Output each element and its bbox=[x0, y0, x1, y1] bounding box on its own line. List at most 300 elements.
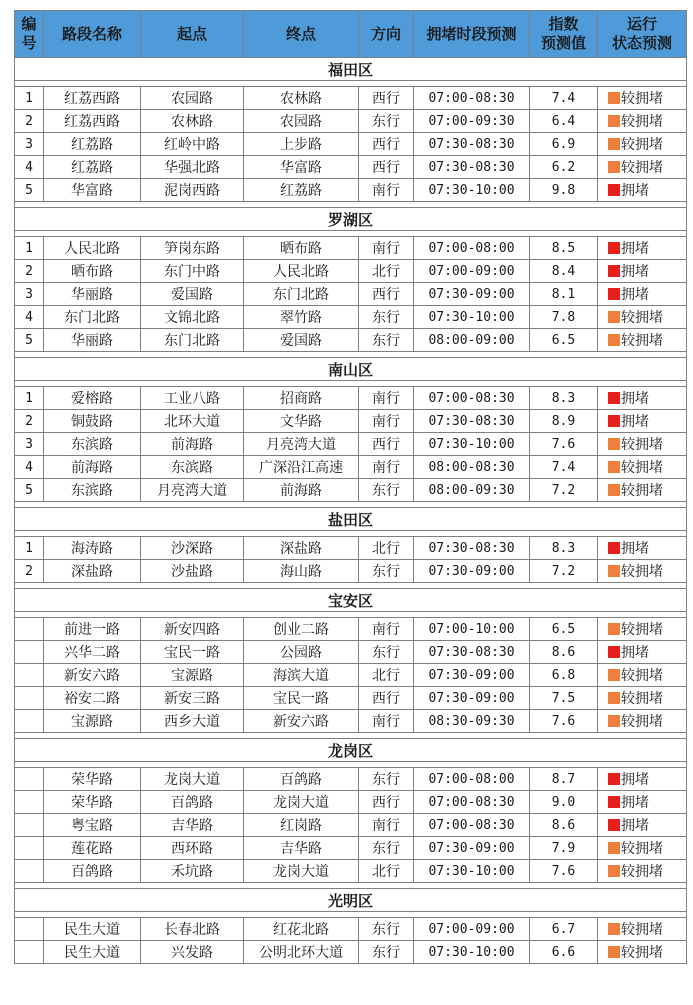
cell-direction: 东行 bbox=[359, 918, 414, 941]
status-label: 较拥堵 bbox=[621, 564, 663, 580]
cell-end: 吉华路 bbox=[244, 837, 359, 860]
cell-no: 3 bbox=[15, 133, 44, 156]
cell-period: 07:30-09:00 bbox=[414, 560, 530, 583]
table-row bbox=[15, 687, 687, 710]
cell-status bbox=[598, 329, 687, 352]
cell-road: 宝源路 bbox=[44, 710, 141, 733]
district-row bbox=[15, 358, 687, 381]
cell-direction: 南行 bbox=[359, 410, 414, 433]
table-row bbox=[15, 410, 687, 433]
cell-index: 7.6 bbox=[530, 710, 598, 733]
cell-road: 爱榕路 bbox=[44, 387, 141, 410]
cell-period: 07:30-09:00 bbox=[414, 664, 530, 687]
cell-start: 前海路 bbox=[141, 433, 244, 456]
cell-direction: 北行 bbox=[359, 860, 414, 883]
moderate-congestion-square-icon bbox=[608, 923, 620, 935]
header-index: 指数 预测值 bbox=[530, 11, 598, 58]
cell-period: 07:00-08:00 bbox=[414, 237, 530, 260]
cell-index: 6.9 bbox=[530, 133, 598, 156]
cell-index: 8.4 bbox=[530, 260, 598, 283]
cell-road: 海涛路 bbox=[44, 537, 141, 560]
cell-end: 海山路 bbox=[244, 560, 359, 583]
cell-index: 6.5 bbox=[530, 618, 598, 641]
cell-status bbox=[598, 860, 687, 883]
cell-index: 6.2 bbox=[530, 156, 598, 179]
moderate-congestion-square-icon bbox=[608, 138, 620, 150]
cell-no bbox=[15, 918, 44, 941]
cell-road: 新安六路 bbox=[44, 664, 141, 687]
cell-road: 红荔西路 bbox=[44, 110, 141, 133]
cell-start: 农园路 bbox=[141, 87, 244, 110]
cell-direction: 东行 bbox=[359, 641, 414, 664]
cell-status bbox=[598, 479, 687, 502]
district-row bbox=[15, 58, 687, 81]
cell-end: 宝民一路 bbox=[244, 687, 359, 710]
cell-index: 8.9 bbox=[530, 410, 598, 433]
cell-status bbox=[598, 918, 687, 941]
cell-index: 8.1 bbox=[530, 283, 598, 306]
cell-end: 龙岗大道 bbox=[244, 860, 359, 883]
cell-road: 铜鼓路 bbox=[44, 410, 141, 433]
cell-period: 07:00-08:30 bbox=[414, 814, 530, 837]
status-label: 拥堵 bbox=[621, 414, 649, 430]
cell-status bbox=[598, 87, 687, 110]
status-label: 较拥堵 bbox=[621, 333, 663, 349]
cell-no bbox=[15, 664, 44, 687]
cell-direction: 南行 bbox=[359, 387, 414, 410]
moderate-congestion-square-icon bbox=[608, 161, 620, 173]
status-label: 拥堵 bbox=[621, 183, 649, 199]
cell-direction: 南行 bbox=[359, 710, 414, 733]
cell-no bbox=[15, 710, 44, 733]
status-label: 较拥堵 bbox=[621, 137, 663, 153]
district-row bbox=[15, 889, 687, 912]
cell-road: 华富路 bbox=[44, 179, 141, 202]
cell-end: 海滨大道 bbox=[244, 664, 359, 687]
status-label: 较拥堵 bbox=[621, 460, 663, 476]
table-row bbox=[15, 156, 687, 179]
cell-period: 07:30-09:00 bbox=[414, 283, 530, 306]
status-label: 较拥堵 bbox=[621, 310, 663, 326]
cell-no: 1 bbox=[15, 87, 44, 110]
cell-index: 6.8 bbox=[530, 664, 598, 687]
cell-direction: 东行 bbox=[359, 560, 414, 583]
cell-end: 红花北路 bbox=[244, 918, 359, 941]
cell-period: 07:00-08:00 bbox=[414, 768, 530, 791]
district-name: 罗湖区 bbox=[15, 208, 687, 231]
cell-start: 爱国路 bbox=[141, 283, 244, 306]
cell-no: 5 bbox=[15, 329, 44, 352]
cell-start: 华强北路 bbox=[141, 156, 244, 179]
cell-start: 新安四路 bbox=[141, 618, 244, 641]
cell-no: 5 bbox=[15, 479, 44, 502]
status-label: 较拥堵 bbox=[621, 668, 663, 684]
cell-status bbox=[598, 768, 687, 791]
cell-no: 2 bbox=[15, 110, 44, 133]
cell-start: 北环大道 bbox=[141, 410, 244, 433]
cell-road: 民生大道 bbox=[44, 941, 141, 964]
status-label: 拥堵 bbox=[621, 795, 649, 811]
cell-index: 9.0 bbox=[530, 791, 598, 814]
heavy-congestion-square-icon bbox=[608, 542, 620, 554]
status-label: 较拥堵 bbox=[621, 691, 663, 707]
cell-start: 工业八路 bbox=[141, 387, 244, 410]
cell-road: 晒布路 bbox=[44, 260, 141, 283]
cell-period: 07:30-09:00 bbox=[414, 837, 530, 860]
cell-end: 翠竹路 bbox=[244, 306, 359, 329]
cell-index: 6.6 bbox=[530, 941, 598, 964]
cell-direction: 东行 bbox=[359, 941, 414, 964]
cell-status bbox=[598, 237, 687, 260]
cell-direction: 西行 bbox=[359, 87, 414, 110]
cell-period: 07:30-10:00 bbox=[414, 941, 530, 964]
cell-index: 8.3 bbox=[530, 387, 598, 410]
cell-period: 07:30-10:00 bbox=[414, 433, 530, 456]
cell-end: 月亮湾大道 bbox=[244, 433, 359, 456]
district-row bbox=[15, 508, 687, 531]
cell-period: 08:30-09:30 bbox=[414, 710, 530, 733]
table-row bbox=[15, 618, 687, 641]
cell-period: 07:30-10:00 bbox=[414, 306, 530, 329]
cell-no: 2 bbox=[15, 260, 44, 283]
cell-direction: 东行 bbox=[359, 837, 414, 860]
table-row bbox=[15, 537, 687, 560]
header-no: 编 号 bbox=[15, 11, 44, 58]
table-row bbox=[15, 918, 687, 941]
cell-road: 红荔西路 bbox=[44, 87, 141, 110]
cell-no bbox=[15, 860, 44, 883]
cell-no bbox=[15, 618, 44, 641]
table-row bbox=[15, 837, 687, 860]
cell-status bbox=[598, 641, 687, 664]
header-direction: 方向 bbox=[359, 11, 414, 58]
moderate-congestion-square-icon bbox=[608, 484, 620, 496]
cell-road: 人民北路 bbox=[44, 237, 141, 260]
cell-road: 红荔路 bbox=[44, 133, 141, 156]
cell-no: 2 bbox=[15, 410, 44, 433]
cell-road: 民生大道 bbox=[44, 918, 141, 941]
moderate-congestion-square-icon bbox=[608, 334, 620, 346]
moderate-congestion-square-icon bbox=[608, 669, 620, 681]
cell-period: 07:00-10:00 bbox=[414, 618, 530, 641]
moderate-congestion-square-icon bbox=[608, 842, 620, 854]
moderate-congestion-square-icon bbox=[608, 438, 620, 450]
cell-start: 百鸽路 bbox=[141, 791, 244, 814]
cell-road: 华丽路 bbox=[44, 283, 141, 306]
cell-start: 沙深路 bbox=[141, 537, 244, 560]
cell-road: 前海路 bbox=[44, 456, 141, 479]
cell-end: 龙岗大道 bbox=[244, 791, 359, 814]
cell-direction: 北行 bbox=[359, 664, 414, 687]
header-period: 拥堵时段预测 bbox=[414, 11, 530, 58]
status-label: 拥堵 bbox=[621, 241, 649, 257]
header-start: 起点 bbox=[141, 11, 244, 58]
table-row bbox=[15, 110, 687, 133]
moderate-congestion-square-icon bbox=[608, 565, 620, 577]
cell-direction: 东行 bbox=[359, 110, 414, 133]
table-row bbox=[15, 179, 687, 202]
status-label: 较拥堵 bbox=[621, 945, 663, 961]
cell-road: 粤宝路 bbox=[44, 814, 141, 837]
status-label: 拥堵 bbox=[621, 264, 649, 280]
status-label: 拥堵 bbox=[621, 391, 649, 407]
cell-index: 6.7 bbox=[530, 918, 598, 941]
cell-end: 创业二路 bbox=[244, 618, 359, 641]
cell-start: 泥岗西路 bbox=[141, 179, 244, 202]
cell-start: 长春北路 bbox=[141, 918, 244, 941]
cell-status bbox=[598, 306, 687, 329]
cell-status bbox=[598, 387, 687, 410]
cell-status bbox=[598, 133, 687, 156]
table-row bbox=[15, 860, 687, 883]
cell-status bbox=[598, 179, 687, 202]
cell-status bbox=[598, 941, 687, 964]
cell-period: 07:00-08:30 bbox=[414, 791, 530, 814]
cell-start: 沙盐路 bbox=[141, 560, 244, 583]
moderate-congestion-square-icon bbox=[608, 692, 620, 704]
cell-direction: 南行 bbox=[359, 618, 414, 641]
heavy-congestion-square-icon bbox=[608, 392, 620, 404]
district-name: 福田区 bbox=[15, 58, 687, 81]
cell-road: 裕安二路 bbox=[44, 687, 141, 710]
moderate-congestion-square-icon bbox=[608, 946, 620, 958]
cell-start: 文锦北路 bbox=[141, 306, 244, 329]
moderate-congestion-square-icon bbox=[608, 623, 620, 635]
cell-index: 7.9 bbox=[530, 837, 598, 860]
table-body bbox=[15, 58, 687, 964]
cell-status bbox=[598, 156, 687, 179]
table-row bbox=[15, 479, 687, 502]
cell-no: 4 bbox=[15, 456, 44, 479]
status-label: 拥堵 bbox=[621, 287, 649, 303]
cell-period: 07:00-09:30 bbox=[414, 110, 530, 133]
table-row bbox=[15, 814, 687, 837]
cell-status bbox=[598, 791, 687, 814]
table-row bbox=[15, 260, 687, 283]
table-row bbox=[15, 768, 687, 791]
cell-end: 公明北环大道 bbox=[244, 941, 359, 964]
table-row bbox=[15, 329, 687, 352]
status-label: 较拥堵 bbox=[621, 864, 663, 880]
cell-direction: 西行 bbox=[359, 791, 414, 814]
cell-road: 兴华二路 bbox=[44, 641, 141, 664]
cell-direction: 东行 bbox=[359, 329, 414, 352]
cell-direction: 东行 bbox=[359, 479, 414, 502]
cell-status bbox=[598, 260, 687, 283]
cell-road: 深盐路 bbox=[44, 560, 141, 583]
cell-index: 7.6 bbox=[530, 433, 598, 456]
status-label: 较拥堵 bbox=[621, 922, 663, 938]
cell-end: 深盐路 bbox=[244, 537, 359, 560]
cell-end: 农园路 bbox=[244, 110, 359, 133]
table-row bbox=[15, 641, 687, 664]
cell-no: 3 bbox=[15, 283, 44, 306]
cell-period: 07:30-08:30 bbox=[414, 410, 530, 433]
status-label: 较拥堵 bbox=[621, 114, 663, 130]
status-label: 拥堵 bbox=[621, 645, 649, 661]
table-row bbox=[15, 306, 687, 329]
cell-road: 东滨路 bbox=[44, 433, 141, 456]
cell-period: 07:30-08:30 bbox=[414, 156, 530, 179]
cell-direction: 南行 bbox=[359, 456, 414, 479]
cell-status bbox=[598, 283, 687, 306]
cell-status bbox=[598, 664, 687, 687]
heavy-congestion-square-icon bbox=[608, 184, 620, 196]
cell-index: 7.2 bbox=[530, 560, 598, 583]
status-label: 较拥堵 bbox=[621, 714, 663, 730]
header-status: 运行 状态预测 bbox=[598, 11, 687, 58]
cell-end: 新安六路 bbox=[244, 710, 359, 733]
status-label: 较拥堵 bbox=[621, 160, 663, 176]
heavy-congestion-square-icon bbox=[608, 288, 620, 300]
cell-period: 08:00-08:30 bbox=[414, 456, 530, 479]
moderate-congestion-square-icon bbox=[608, 115, 620, 127]
heavy-congestion-square-icon bbox=[608, 819, 620, 831]
cell-period: 07:00-09:00 bbox=[414, 260, 530, 283]
cell-end: 广深沿江高速 bbox=[244, 456, 359, 479]
cell-no: 1 bbox=[15, 387, 44, 410]
table-row bbox=[15, 456, 687, 479]
cell-road: 百鸽路 bbox=[44, 860, 141, 883]
cell-start: 新安三路 bbox=[141, 687, 244, 710]
cell-no: 4 bbox=[15, 156, 44, 179]
cell-no bbox=[15, 641, 44, 664]
cell-start: 东门北路 bbox=[141, 329, 244, 352]
cell-no bbox=[15, 791, 44, 814]
cell-start: 西环路 bbox=[141, 837, 244, 860]
cell-end: 上步路 bbox=[244, 133, 359, 156]
cell-status bbox=[598, 456, 687, 479]
cell-end: 招商路 bbox=[244, 387, 359, 410]
cell-index: 8.6 bbox=[530, 641, 598, 664]
cell-period: 07:30-08:30 bbox=[414, 537, 530, 560]
cell-start: 东门中路 bbox=[141, 260, 244, 283]
cell-no: 5 bbox=[15, 179, 44, 202]
cell-road: 东门北路 bbox=[44, 306, 141, 329]
status-label: 拥堵 bbox=[621, 818, 649, 834]
cell-start: 月亮湾大道 bbox=[141, 479, 244, 502]
table-row bbox=[15, 387, 687, 410]
cell-index: 7.5 bbox=[530, 687, 598, 710]
cell-road: 荣华路 bbox=[44, 768, 141, 791]
table-row bbox=[15, 283, 687, 306]
cell-period: 07:30-09:00 bbox=[414, 687, 530, 710]
cell-index: 7.8 bbox=[530, 306, 598, 329]
cell-end: 人民北路 bbox=[244, 260, 359, 283]
heavy-congestion-square-icon bbox=[608, 773, 620, 785]
district-name: 宝安区 bbox=[15, 589, 687, 612]
cell-start: 笋岗东路 bbox=[141, 237, 244, 260]
cell-status bbox=[598, 410, 687, 433]
cell-no: 1 bbox=[15, 237, 44, 260]
cell-start: 吉华路 bbox=[141, 814, 244, 837]
cell-direction: 北行 bbox=[359, 260, 414, 283]
cell-no bbox=[15, 941, 44, 964]
district-row bbox=[15, 739, 687, 762]
header-road: 路段名称 bbox=[44, 11, 141, 58]
cell-index: 7.4 bbox=[530, 456, 598, 479]
status-label: 拥堵 bbox=[621, 541, 649, 557]
cell-status bbox=[598, 837, 687, 860]
cell-period: 07:00-08:30 bbox=[414, 87, 530, 110]
table-row bbox=[15, 664, 687, 687]
moderate-congestion-square-icon bbox=[608, 311, 620, 323]
cell-index: 8.7 bbox=[530, 768, 598, 791]
cell-end: 农林路 bbox=[244, 87, 359, 110]
cell-start: 宝源路 bbox=[141, 664, 244, 687]
cell-direction: 东行 bbox=[359, 306, 414, 329]
heavy-congestion-square-icon bbox=[608, 415, 620, 427]
cell-direction: 南行 bbox=[359, 814, 414, 837]
cell-road: 华丽路 bbox=[44, 329, 141, 352]
cell-road: 莲花路 bbox=[44, 837, 141, 860]
cell-direction: 南行 bbox=[359, 237, 414, 260]
cell-status bbox=[598, 433, 687, 456]
heavy-congestion-square-icon bbox=[608, 646, 620, 658]
cell-direction: 北行 bbox=[359, 537, 414, 560]
cell-status bbox=[598, 814, 687, 837]
heavy-congestion-square-icon bbox=[608, 265, 620, 277]
cell-status bbox=[598, 618, 687, 641]
cell-status bbox=[598, 687, 687, 710]
district-name: 盐田区 bbox=[15, 508, 687, 531]
cell-index: 9.8 bbox=[530, 179, 598, 202]
district-name: 光明区 bbox=[15, 889, 687, 912]
cell-status bbox=[598, 560, 687, 583]
cell-end: 红岗路 bbox=[244, 814, 359, 837]
cell-end: 东门北路 bbox=[244, 283, 359, 306]
moderate-congestion-square-icon bbox=[608, 461, 620, 473]
cell-end: 百鸽路 bbox=[244, 768, 359, 791]
cell-no: 1 bbox=[15, 537, 44, 560]
cell-start: 东滨路 bbox=[141, 456, 244, 479]
table-row bbox=[15, 560, 687, 583]
cell-index: 6.4 bbox=[530, 110, 598, 133]
cell-end: 公园路 bbox=[244, 641, 359, 664]
cell-period: 08:00-09:00 bbox=[414, 329, 530, 352]
moderate-congestion-square-icon bbox=[608, 715, 620, 727]
cell-start: 禾坑路 bbox=[141, 860, 244, 883]
cell-no bbox=[15, 814, 44, 837]
table-row bbox=[15, 87, 687, 110]
cell-road: 荣华路 bbox=[44, 791, 141, 814]
cell-road: 前进一路 bbox=[44, 618, 141, 641]
cell-start: 龙岗大道 bbox=[141, 768, 244, 791]
cell-road: 红荔路 bbox=[44, 156, 141, 179]
status-label: 较拥堵 bbox=[621, 91, 663, 107]
cell-index: 8.5 bbox=[530, 237, 598, 260]
table-row bbox=[15, 133, 687, 156]
cell-end: 华富路 bbox=[244, 156, 359, 179]
header-row bbox=[15, 11, 687, 58]
cell-no bbox=[15, 837, 44, 860]
cell-end: 红荔路 bbox=[244, 179, 359, 202]
cell-status bbox=[598, 110, 687, 133]
cell-end: 文华路 bbox=[244, 410, 359, 433]
cell-index: 7.6 bbox=[530, 860, 598, 883]
district-name: 龙岗区 bbox=[15, 739, 687, 762]
heavy-congestion-square-icon bbox=[608, 242, 620, 254]
status-label: 拥堵 bbox=[621, 772, 649, 788]
district-row bbox=[15, 589, 687, 612]
status-label: 较拥堵 bbox=[621, 622, 663, 638]
table-row bbox=[15, 941, 687, 964]
cell-no: 2 bbox=[15, 560, 44, 583]
cell-direction: 南行 bbox=[359, 179, 414, 202]
cell-no: 3 bbox=[15, 433, 44, 456]
cell-road: 东滨路 bbox=[44, 479, 141, 502]
header-end: 终点 bbox=[244, 11, 359, 58]
